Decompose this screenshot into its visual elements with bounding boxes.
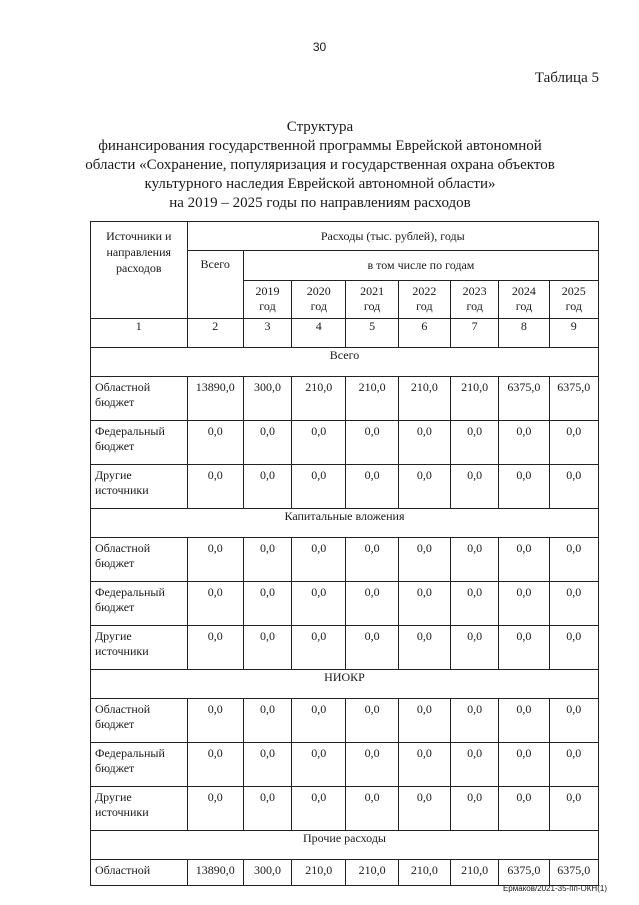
value-cell: 0,0 [346, 699, 398, 743]
value-cell: 0,0 [187, 787, 243, 831]
title-line: культурного наследия Еврейской автономной области» [144, 176, 496, 192]
title-line: финансирования государственной программы Еврейской автономной [98, 138, 542, 154]
column-number: 5 [346, 319, 398, 348]
value-cell: 0,0 [549, 582, 598, 626]
table-label: Таблица 5 [534, 70, 599, 86]
value-cell: 6375,0 [549, 377, 598, 421]
value-cell: 210,0 [292, 377, 346, 421]
year-value: 2022 [412, 284, 437, 298]
source-cell: Другие источники [91, 626, 188, 670]
value-cell: 0,0 [451, 626, 499, 670]
footer-reference: Ермаков/2021-35-пп-ОКН(1) [502, 884, 607, 893]
header-year [451, 281, 499, 319]
title-line: области «Сохранение, популяризация и государственная охрана объектов [85, 157, 555, 173]
value-cell: 0,0 [499, 699, 549, 743]
value-cell: 0,0 [187, 626, 243, 670]
column-number: 7 [451, 319, 499, 348]
value-cell: 0,0 [243, 582, 291, 626]
value-cell: 0,0 [398, 538, 450, 582]
section-title: Капитальные вложения [91, 509, 599, 538]
value-cell: 0,0 [549, 699, 598, 743]
value-cell: 210,0 [346, 860, 398, 886]
value-cell: 0,0 [451, 421, 499, 465]
value-cell: 0,0 [451, 582, 499, 626]
value-cell: 0,0 [451, 787, 499, 831]
section-title: Всего [91, 348, 599, 377]
year-unit: год [416, 299, 433, 313]
table-row [91, 787, 599, 831]
section-title: НИОКР [91, 670, 599, 699]
value-cell: 0,0 [549, 538, 598, 582]
year-unit: год [515, 299, 533, 313]
year-unit: год [565, 299, 582, 313]
header-by-years: в том числе по годам [243, 251, 598, 281]
value-cell: 0,0 [187, 582, 243, 626]
page-number: 30 [312, 40, 327, 54]
column-number: 8 [499, 319, 549, 348]
value-cell: 0,0 [499, 787, 549, 831]
value-cell: 0,0 [243, 743, 291, 787]
value-cell: 0,0 [187, 699, 243, 743]
value-cell: 0,0 [499, 465, 549, 509]
value-cell: 0,0 [549, 626, 598, 670]
section-header-row [91, 831, 599, 860]
value-cell: 0,0 [499, 743, 549, 787]
section-header-row [91, 670, 599, 699]
value-cell: 0,0 [499, 421, 549, 465]
value-cell: 0,0 [292, 582, 346, 626]
value-cell: 0,0 [398, 626, 450, 670]
value-cell: 0,0 [451, 743, 499, 787]
value-cell: 210,0 [398, 377, 450, 421]
column-number: 6 [398, 319, 450, 348]
year-unit: год [363, 299, 381, 313]
header-year [499, 281, 549, 319]
value-cell: 0,0 [549, 421, 598, 465]
value-cell: 0,0 [187, 465, 243, 509]
year-value: 2023 [462, 284, 487, 298]
value-cell: 0,0 [346, 743, 398, 787]
value-cell: 210,0 [451, 377, 499, 421]
section-header-row [91, 509, 599, 538]
year-value: 2024 [511, 284, 536, 298]
year-unit: год [466, 299, 483, 313]
year-unit: год [259, 299, 276, 313]
source-cell: Областной [91, 860, 188, 886]
value-cell: 0,0 [549, 787, 598, 831]
value-cell: 0,0 [398, 787, 450, 831]
value-cell: 0,0 [499, 626, 549, 670]
source-cell: Федеральный бюджет [91, 743, 188, 787]
table-row [91, 743, 599, 787]
value-cell: 0,0 [398, 465, 450, 509]
value-cell: 0,0 [292, 787, 346, 831]
value-cell: 0,0 [398, 582, 450, 626]
value-cell: 0,0 [187, 421, 243, 465]
value-cell: 0,0 [243, 538, 291, 582]
column-number: 4 [292, 319, 346, 348]
source-cell: Другие источники [91, 465, 188, 509]
table-row [91, 626, 599, 670]
section-title: Прочие расходы [91, 831, 599, 860]
section-header-row [91, 348, 599, 377]
value-cell: 0,0 [187, 538, 243, 582]
year-value: 2025 [561, 284, 586, 298]
value-cell: 0,0 [451, 465, 499, 509]
source-cell: Областной бюджет [91, 538, 188, 582]
value-cell: 0,0 [499, 538, 549, 582]
source-cell: Федеральный бюджет [91, 582, 188, 626]
table-row [91, 538, 599, 582]
value-cell: 0,0 [398, 699, 450, 743]
value-cell: 0,0 [292, 626, 346, 670]
year-value: 2020 [306, 284, 331, 298]
value-cell: 0,0 [549, 465, 598, 509]
value-cell: 0,0 [292, 538, 346, 582]
table-row [91, 699, 599, 743]
header-year [398, 281, 450, 319]
header-expenses: Расходы (тыс. рублей), годы [187, 222, 598, 251]
year-value: 2019 [255, 284, 280, 298]
value-cell: 0,0 [187, 743, 243, 787]
source-cell: Областной бюджет [91, 377, 188, 421]
header-total: Всего [187, 251, 243, 319]
value-cell: 0,0 [346, 787, 398, 831]
column-number: 9 [549, 319, 598, 348]
value-cell: 0,0 [451, 538, 499, 582]
table-row [91, 377, 599, 421]
value-cell: 0,0 [451, 699, 499, 743]
source-cell: Другие источники [91, 787, 188, 831]
value-cell: 0,0 [346, 465, 398, 509]
value-cell: 0,0 [398, 743, 450, 787]
source-cell: Федеральный бюджет [91, 421, 188, 465]
title-line: на 2019 – 2025 годы по направлениям расходов [169, 195, 471, 211]
value-cell: 13890,0 [187, 860, 243, 886]
header-year [346, 281, 398, 319]
value-cell: 0,0 [243, 787, 291, 831]
year-value: 2021 [360, 284, 385, 298]
title-line: Структура [286, 119, 354, 135]
value-cell: 0,0 [346, 582, 398, 626]
value-cell: 210,0 [292, 860, 346, 886]
header-year [243, 281, 291, 319]
column-number: 1 [91, 319, 188, 348]
value-cell: 0,0 [292, 421, 346, 465]
table-row [91, 421, 599, 465]
value-cell: 0,0 [243, 699, 291, 743]
value-cell: 300,0 [243, 377, 291, 421]
value-cell: 0,0 [243, 465, 291, 509]
value-cell: 0,0 [398, 421, 450, 465]
column-number: 3 [243, 319, 291, 348]
value-cell: 0,0 [292, 699, 346, 743]
year-unit: год [310, 299, 327, 313]
value-cell: 6375,0 [549, 860, 598, 886]
value-cell: 0,0 [346, 626, 398, 670]
column-number: 2 [187, 319, 243, 348]
value-cell: 0,0 [499, 582, 549, 626]
table-row [91, 582, 599, 626]
value-cell: 0,0 [549, 743, 598, 787]
value-cell: 6375,0 [499, 860, 549, 886]
value-cell: 210,0 [398, 860, 450, 886]
header-sources: Источники и направления расходов [91, 222, 188, 319]
value-cell: 300,0 [243, 860, 291, 886]
value-cell: 0,0 [346, 538, 398, 582]
value-cell: 0,0 [292, 743, 346, 787]
source-cell: Областной бюджет [91, 699, 188, 743]
value-cell: 0,0 [243, 626, 291, 670]
table-row [91, 860, 599, 886]
value-cell: 210,0 [346, 377, 398, 421]
financing-table [90, 221, 599, 886]
value-cell: 0,0 [346, 421, 398, 465]
value-cell: 6375,0 [499, 377, 549, 421]
header-year [549, 281, 598, 319]
document-title [60, 118, 580, 213]
header-year [292, 281, 346, 319]
value-cell: 0,0 [292, 465, 346, 509]
value-cell: 210,0 [451, 860, 499, 886]
value-cell: 0,0 [243, 421, 291, 465]
table-row [91, 465, 599, 509]
value-cell: 13890,0 [187, 377, 243, 421]
